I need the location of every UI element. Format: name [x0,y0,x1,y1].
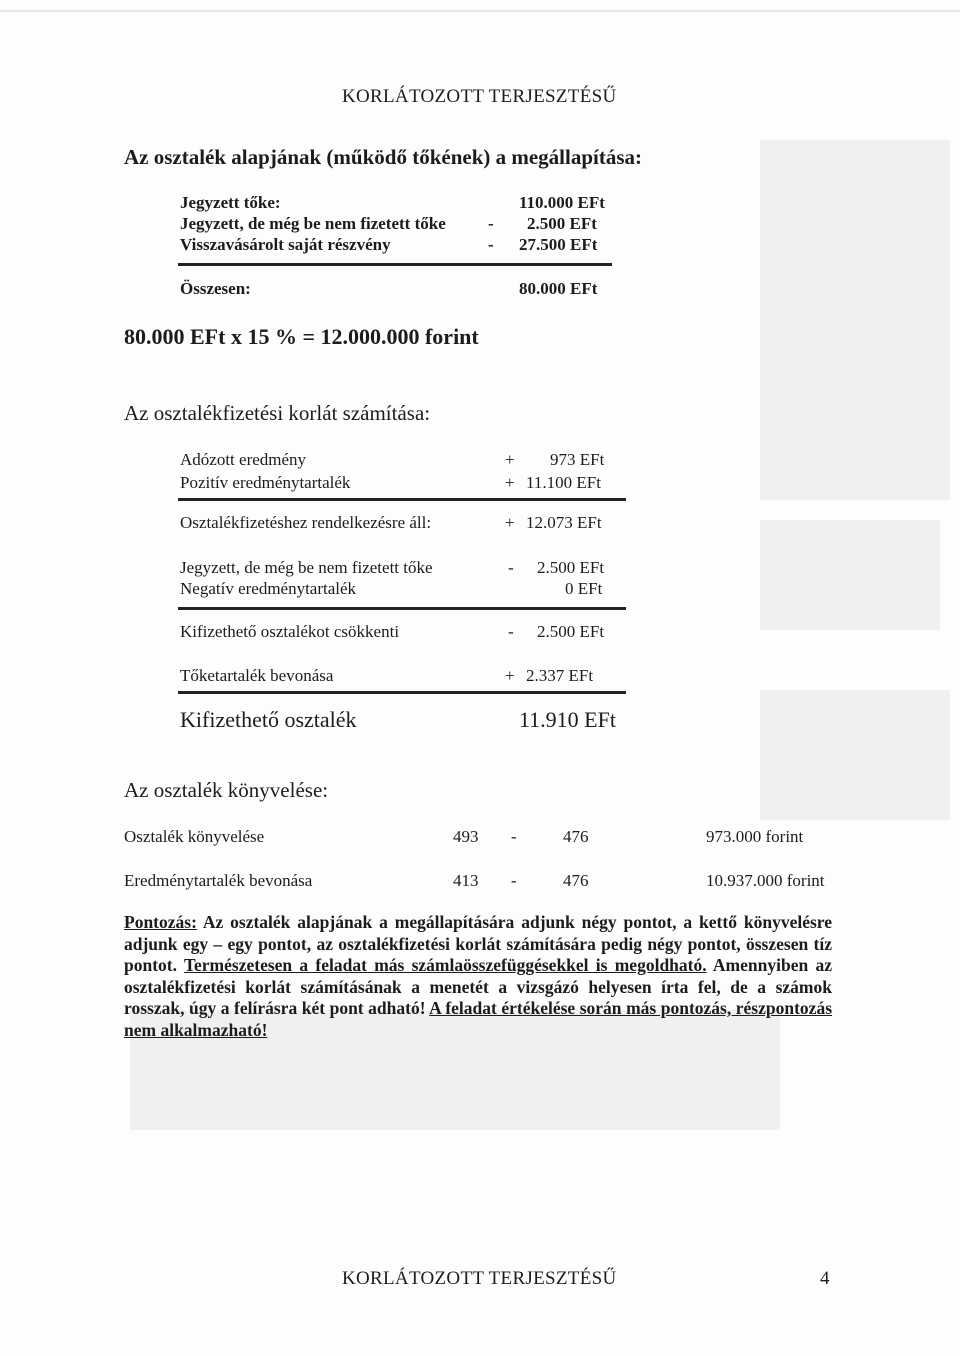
entry-amount: 10.937.000 forint [706,871,825,890]
total-value: 80.000 EFt [519,279,598,298]
rule [178,691,626,694]
section-title-dividend-base: Az osztalék alapjának (működő tőkének) a megállapítása: [124,145,643,169]
payable-label: Kifizethető osztalék [180,707,357,732]
total-rule [178,263,612,266]
reduce-sign: - [508,622,514,641]
row-sign: + [505,473,515,492]
rule [178,607,626,610]
reserve-sign: + [505,666,515,685]
bleed-through [760,520,940,630]
row-label: Adózott eredmény [180,450,307,469]
entry-credit: 476 [563,871,589,890]
row-value: 973 EFt [550,450,605,469]
entry-dash: - [511,871,517,890]
entry-dash: - [511,827,517,846]
row-label: Negatív eredménytartalék [180,579,357,598]
scoring-label: Pontozás: [124,912,197,932]
page-number: 4 [820,1268,830,1289]
page-footer: KORLÁTOZOTT TERJESZTÉSŰ [342,1268,617,1289]
row-sign: - [488,214,494,233]
bleed-through [760,140,950,500]
entry-label: Osztalék könyvelése [124,827,265,846]
available-label: Osztalékfizetéshez rendelkezésre áll: [180,513,432,532]
row-value: 110.000 EFt [519,193,605,212]
row-label: Jegyzett, de még be nem fizetett tőke [180,214,446,233]
row-value: 0 EFt [565,579,603,598]
scoring-text: Amennyiben az osztalékfizetési korlát számításának a menetét a vizsgázó helyesen írta fel, de a számok rosszak, úgy a felírásra két pont adható! [124,955,832,1018]
scoring-text: Az osztalék alapjának a megállapítására adjunk négy pontot, a kettő könyvelésre adjunk egy – egy pontot, az osztalékfizetési korlát számítására pedig négy pontot, összesen tíz pontot. [124,912,832,975]
row-label: Visszavásárolt saját részvény [180,235,391,254]
available-sign: + [505,513,515,532]
entry-debit: 413 [453,871,479,890]
rule [178,498,626,501]
reduce-label: Kifizethető osztalékot csökkenti [180,622,400,641]
page-header: KORLÁTOZOTT TERJESZTÉSŰ [342,86,617,107]
available-value: 12.073 EFt [526,513,602,532]
row-value: 2.500 EFt [527,214,597,233]
row-label: Jegyzett tőke: [180,193,281,212]
scoring-paragraph [124,912,832,1041]
row-sign: - [488,235,494,254]
payable-value: 11.910 EFt [519,707,616,732]
entry-credit: 476 [563,827,589,846]
section-title-limit: Az osztalékfizetési korlát számítása: [124,401,431,425]
reserve-label: Tőketartalék bevonása [180,666,334,685]
row-value: 2.500 EFt [537,558,605,577]
total-label: Összesen: [180,279,251,298]
row-label: Pozitív eredménytartalék [180,473,351,492]
entry-debit: 493 [453,827,479,846]
reserve-value: 2.337 EFt [526,666,594,685]
row-sign: + [505,450,515,469]
scan-edge [0,10,960,12]
row-label: Jegyzett, de még be nem fizetett tőke [180,558,433,577]
row-sign: - [508,558,514,577]
entry-amount: 973.000 forint [706,827,804,846]
scoring-note-underlined: Természetesen a feladat más számlaösszefüggésekkel is megoldható. [183,955,707,975]
entry-label: Eredménytartalék bevonása [124,871,313,890]
reduce-value: 2.500 EFt [537,622,605,641]
section-title-booking: Az osztalék könyvelése: [124,778,329,802]
scoring-rule-underlined: A feladat értékelése során más pontozás, részpontozás nem alkalmazható! [124,998,833,1040]
base-formula: 80.000 EFt x 15 % = 12.000.000 forint [124,324,479,349]
bleed-through [760,690,950,820]
row-value: 11.100 EFt [526,473,601,492]
row-value: 27.500 EFt [519,235,598,254]
